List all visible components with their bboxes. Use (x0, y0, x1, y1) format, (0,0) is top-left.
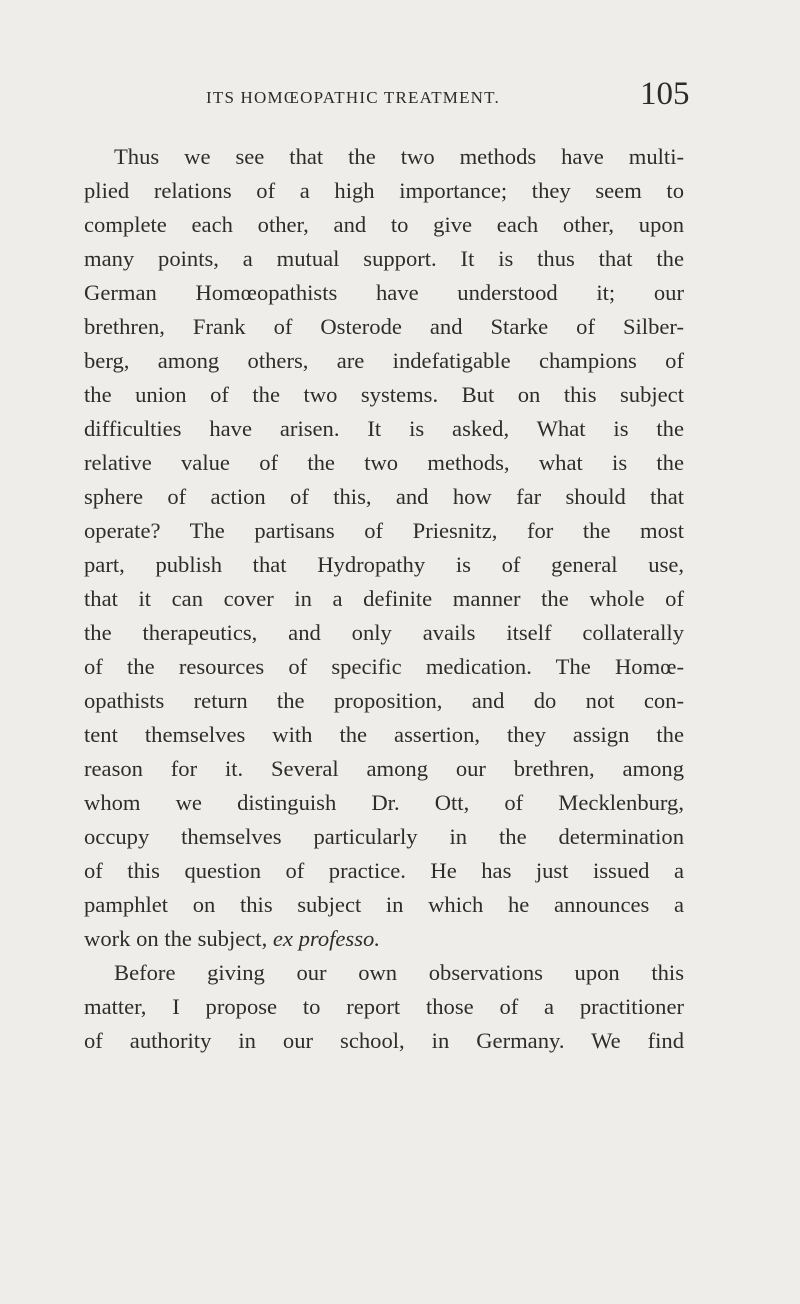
text-line: opathists return the proposition, and do not con- (84, 688, 684, 713)
text-line: tent themselves with the assertion, they assign the (84, 722, 684, 747)
text-line: that it can cover in a definite manner the whole of (84, 586, 684, 611)
italic-phrase: ex professo. (272, 926, 380, 951)
text-line: pamphlet on this subject in which he announces a (84, 892, 684, 917)
text-line: many points, a mutual support. It is thus that the (84, 246, 684, 271)
text-line: difficulties have arisen. It is asked, What is the (84, 416, 684, 441)
text-line: berg, among others, are indefatigable champions of (84, 348, 684, 373)
text-line-prefix: work on the subject, (84, 926, 273, 951)
page-number: 105 (640, 76, 690, 112)
text-line: the union of the two systems. But on this subject (84, 382, 684, 407)
text-line: sphere of action of this, and how far should that (84, 484, 684, 509)
text-line (84, 922, 684, 956)
text-line: brethren, Frank of Osterode and Starke of Silber- (84, 314, 684, 339)
text-line: Thus we see that the two methods have multi- (114, 144, 684, 169)
text-line: plied relations of a high importance; they seem to (84, 178, 684, 203)
text-line: operate? The partisans of Priesnitz, for the most (84, 518, 684, 543)
text-line: reason for it. Several among our brethren, among (84, 756, 684, 781)
text-line: of this question of practice. He has just issued a (84, 858, 684, 883)
text-line: the therapeutics, and only avails itself collaterally (84, 620, 684, 645)
text-line: matter, I propose to report those of a practitioner (84, 994, 684, 1019)
text-line: relative value of the two methods, what is the (84, 450, 684, 475)
text-line: whom we distinguish Dr. Ott, of Mecklenburg, (84, 790, 684, 815)
text-line: of the resources of specific medication. The Homœ- (84, 654, 684, 679)
body-text (84, 140, 684, 1058)
text-line: occupy themselves particularly in the determination (84, 824, 684, 849)
text-line: German Homœopathists have understood it; our (84, 280, 684, 305)
text-line: complete each other, and to give each other, upon (84, 212, 684, 237)
text-line: of authority in our school, in Germany. We find (84, 1028, 684, 1053)
text-line: part, publish that Hydropathy is of general use, (84, 552, 684, 577)
running-head: ITS HOMŒOPATHIC TREATMENT. (206, 88, 500, 107)
text-line: Before giving our own observations upon this (114, 960, 684, 985)
